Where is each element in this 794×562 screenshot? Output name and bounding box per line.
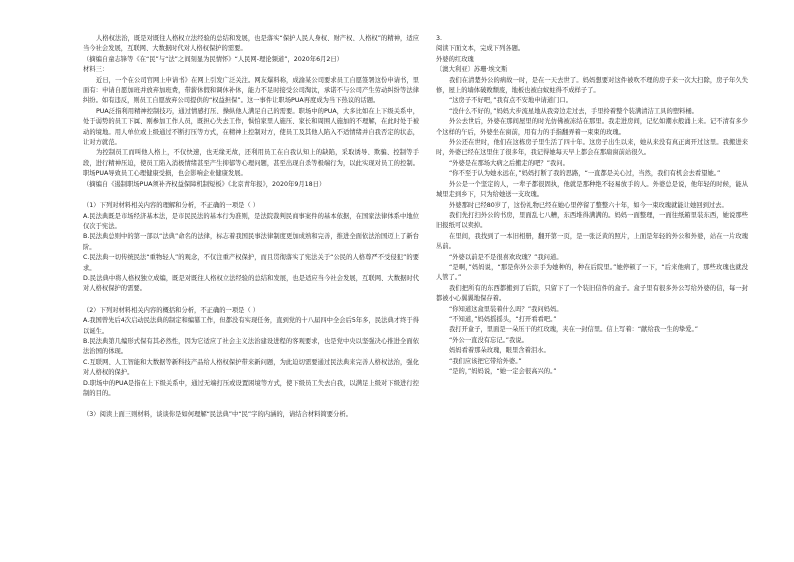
left-column — [83, 34, 419, 421]
right-paragraph: “外婆是在那场大病之后搬走的吧？”我问。 — [449, 159, 569, 167]
left-paragraph: 人格权法治，既是对既往人格权立法经验的总结和发展，也是落实“保护人民人身权、财产权、人格权”的精神，适应当今社会发展，互联网、大数据时代对人格权保护的需要。 — [83, 35, 419, 53]
left-paragraph: （摘编自童志锋等《在“民”与“法”之间刻显为民情怀》“人民网-理论频道”，2020年6月2日） — [83, 55, 343, 63]
left-paragraph: 为控制员工而叫他人格上，不仅快速，也无缘无故，还利用员工在自我认知上的缺陷，采取诱导、欺骗、控制等手段，进行精神压迫，使员工陷入消极情绪甚至产生抑郁等心理问题，甚至出现自杀等极端行为，以此实现对员工的控制。职场PUA导致员工心理健康受损，也会影响企业健康发展。 — [83, 149, 419, 178]
right-paragraph: 3. — [436, 35, 443, 42]
right-paragraph: 外公去世后，外婆在那间屋里的时光仿佛被冻结在那里。我走进房间，记忆如潮水般涌上来。记不清有多少个这样的午后，外婆坐在窗前，用有力的手指翻弄着一束束的玫瑰。 — [436, 118, 748, 136]
right-paragraph: “不知道，”妈妈摇摇头，“打开看看吧。” — [449, 315, 557, 323]
right-paragraph: “你知道这盒里装着什么吗？”我问妈妈。 — [449, 305, 563, 313]
right-paragraph: “外婆以前是不是很喜欢玫瑰？”我问道。 — [449, 253, 563, 261]
right-column — [436, 34, 748, 377]
left-paragraph: C.民法典一切传统民法“重物轻人”的观念，不仅注重产权保护，而且贯彻落实了宪法关于“公民的人格尊严不受侵犯”的要求。 — [83, 254, 419, 272]
right-paragraph: “这房子不好吧，”我有点不安地申请道门口。 — [449, 97, 573, 105]
right-paragraph: 我打开盒子，里面是一朵压干的红玫瑰，夹在一封信里。信上写着：“献给我一生的挚爱。” — [449, 326, 698, 334]
left-paragraph: B.民法典第几编形式保有其必然性，因为它适应了社会主义法治建设进程的客观要求，也是党中央以坚强决心推进全面依法治国的体现。 — [83, 337, 419, 356]
right-paragraph: 外婆那时已经80岁了，这份礼物已经在她心里停留了整整六十年，如今一束玫瑰就能让她回到过去。 — [449, 201, 728, 209]
left-paragraph: （3）阅读上面三则材料，谈谈你是如何理解“民法典”中“民”字的内涵的，请结合材料简要分析。 — [83, 411, 352, 419]
right-paragraph: 〔澳大利亚〕苏珊·埃文斯 — [436, 66, 508, 74]
left-paragraph: （摘编自《遏制职场PUA须补齐权益保障机制短板》《北京青年报》，2020年9月18日） — [83, 180, 326, 188]
left-paragraph: 材料三： — [83, 66, 109, 74]
right-paragraph: 外婆的红玫瑰 — [436, 55, 474, 63]
left-paragraph: C.互联网、人工智能和大数据等新科技产品给人格权保护带来新问题，为此迫切需要通过民法典来完善人格权法治，强化对人格权的保护。 — [83, 358, 419, 377]
right-paragraph: 我们在清楚外公的病故一时，是在一天去世了。妈妈想要对这件被吹不理的房子来一次大扫除，房子年久失修，屋上的墙体破败颓废，地板也被白蚁蛀得不成样子了。 — [436, 76, 748, 95]
right-paragraph: 外公是一个坚定的人，一辈子都很固执，他就是那种绝不轻易放手的人。外婆总是说，他年轻的时候，能从城里走到乡下，只为给她送一支玫瑰。 — [436, 180, 748, 199]
right-paragraph: 阅读下面文本，完成下列各题。 — [436, 45, 525, 53]
right-paragraph: “没什么不好的，”妈妈大步流星地从我旁边走过去，手里拎着整个装满清洁工具的塑料桶。 — [449, 107, 698, 115]
right-paragraph: 妈妈看着那朵玫瑰，眼里含着泪水。 — [449, 347, 550, 355]
right-paragraph: 我们把所有的东西都搬到了后院，只留下了一个装旧信件的盒子。盒子里有很多外公写给外婆的信，每一封都被小心翼翼地保存着。 — [436, 284, 748, 303]
left-paragraph: B.民法典总则中的第一部以“法典”命名的法律，标志着我国民事法律制度更加成熟和完善，推进全面依法治国迈上了新台阶。 — [83, 233, 419, 251]
right-paragraph: “是的，”妈妈说，“她一定会很高兴的。” — [449, 368, 557, 375]
right-paragraph: “我们应该把它带给外婆。” — [449, 357, 522, 365]
left-paragraph: A.我国曾先后4次启动民法典的制定和编纂工作，但都没有实现任务，直到党的十八届四中全会后5年多，民法典才终于得以诞生。 — [83, 317, 419, 335]
left-paragraph: PUA泛指利用精神控制技巧，通过情感打压、操纵他人满足自己的需要。职场中的PUA，大多比如在上下级关系中，处于弱势的员工下属、刚参加工作人员，既担心失去工作，惧怕家里人施压、家长和周围人施加的不理解，在此时处于被动的境地。用人单位或上级通过不断打压等方式，在精神上控制对方，使员工及其他人陷入不适情绪并自我否定的状态，让对方就范。 — [83, 107, 419, 147]
right-paragraph: 我们先打扫外公的书房，里面乱七八糟，东西堆得满满的。妈妈一面整理，一面往纸箱里装东西，她说那些旧报纸可以卖掉。 — [436, 211, 748, 230]
left-paragraph: D.职场中的PUA是指在上下级关系中，通过无端打压或设置困境等方式，使下级员工失去自我，以满足上级对下级进行控制的目的。 — [83, 379, 419, 397]
right-paragraph: “你不至于认为她永远在，”妈妈打断了我的思路，“一直都是关心过，当然，我们有机会去看望她。” — [449, 170, 721, 178]
left-paragraph: 近日，一个在公司官网上申请书》在网上引发广泛关注。网友爆料称，成渝某公司要求员工自愿签署这份申请书，里面有：申请自愿加班并放弃加班费，带薪休假和调休补休，能力不足时接受公司淘汰，承诺不与公司产生劳动纠纷等法律纠纷。如有违反，则员工自愿放弃公司提供的“权益担保”。这一事件让职场PUA再度成为当下热议的话题。 — [83, 76, 419, 105]
left-paragraph: （2）下列对材料相关内容的概括和分析，不正确的一项是（ ） — [83, 306, 260, 314]
right-paragraph: 在里间，我找到了一本旧相册，翻开第一页，是一张泛黄的照片，上面是年轻的外公和外婆，站在一片玫瑰丛前。 — [436, 232, 748, 251]
left-paragraph: D.民法典中将人格权独立成编，既是对既往人格权立法经验的总结和发展，也是适应当今社会发展，互联网、大数据时代对人格权保护的需要。 — [83, 274, 419, 293]
right-paragraph: “是啊，”妈妈说，“那是你外公亲手为她种的，种在后院里。”她停顿了一下，“后来他病了，那些玫瑰也就没人管了。” — [436, 263, 748, 282]
left-paragraph: A.民法典既是市场经济基本法，是市民民法的基本行为准则，是法院裁判民商事案件的基本依据，在国家法律体系中地位仅次于宪法。 — [83, 212, 419, 230]
left-paragraph: （1）下列对材料相关内容的理解和分析，不正确的一项是（ ） — [83, 202, 260, 210]
right-paragraph: “外公一直没有忘记。”我说。 — [449, 336, 528, 344]
right-paragraph: 外公还在世时，他们在这栋房子里生活了四十年。这房子出生以来，她从来没有真正离开过这里。我搬进来时，外婆已经在这里住了很多年，我记得她每天早上都会在那扇窗前站很久。 — [436, 139, 748, 157]
